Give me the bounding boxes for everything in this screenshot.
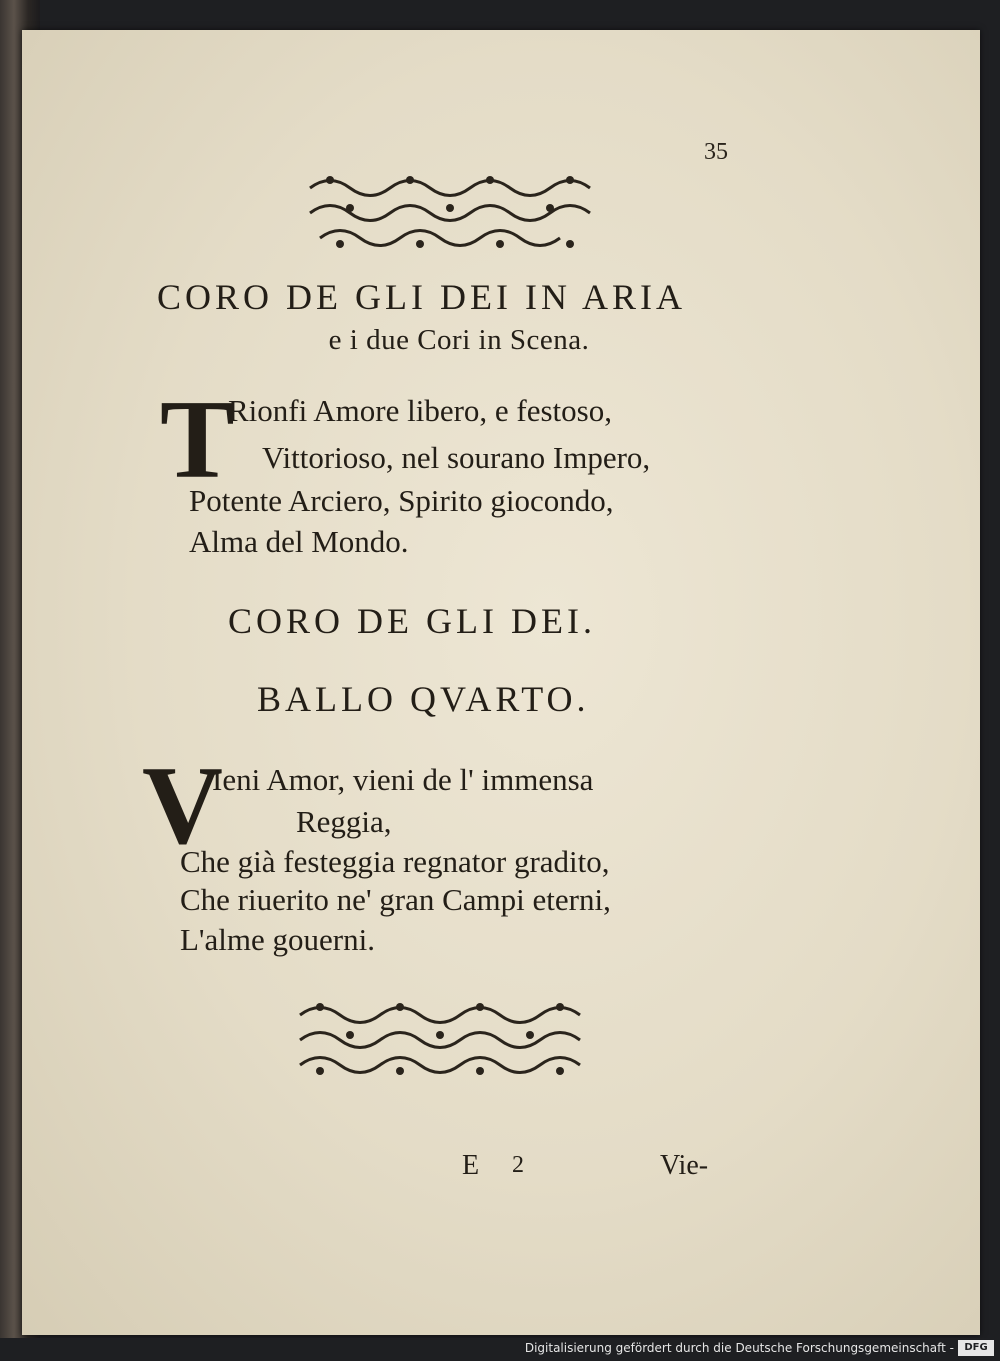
verse-line: Rionfi Amore libero, e festoso, xyxy=(228,393,612,428)
ornament-bottom-icon xyxy=(290,995,590,1081)
heading-coro-dei: CORO DE GLI DEI. xyxy=(228,601,596,641)
verse-line: Reggia, xyxy=(296,804,392,839)
ornament-top-icon xyxy=(300,168,606,254)
heading-subtitle: e i due Cori in Scena. xyxy=(328,324,590,356)
verse-line: Potente Arciero, Spirito giocondo, xyxy=(189,483,614,518)
verse-line: Vittorioso, nel sourano Impero, xyxy=(262,440,651,475)
page-number: 35 xyxy=(704,139,728,165)
verse-line: Alma del Mondo. xyxy=(189,524,409,559)
verse-line: Che riuerito ne' gran Campi eterni, xyxy=(180,882,611,917)
heading-ballo-quarto: BALLO QVARTO. xyxy=(257,679,590,719)
footer-credit: Digitalisierung gefördert durch die Deutsche Forschungsgemeinschaft - xyxy=(524,1341,954,1355)
signature-mark: E xyxy=(462,1150,480,1181)
verse-line: Ieni Amor, vieni de l' immensa xyxy=(212,762,594,797)
drop-cap-v: V xyxy=(142,744,223,868)
catchword: Vie- xyxy=(660,1150,709,1181)
verse-line: L'alme gouerni. xyxy=(180,922,375,957)
drop-cap-t: T xyxy=(160,378,235,502)
verse-line: Che già festeggia regnator gradito, xyxy=(180,844,610,879)
signature-number: 2 xyxy=(512,1152,524,1178)
dfg-logo-icon: DFG xyxy=(958,1340,994,1356)
heading-coro-in-aria: CORO DE GLI DEI IN ARIA xyxy=(157,277,686,317)
